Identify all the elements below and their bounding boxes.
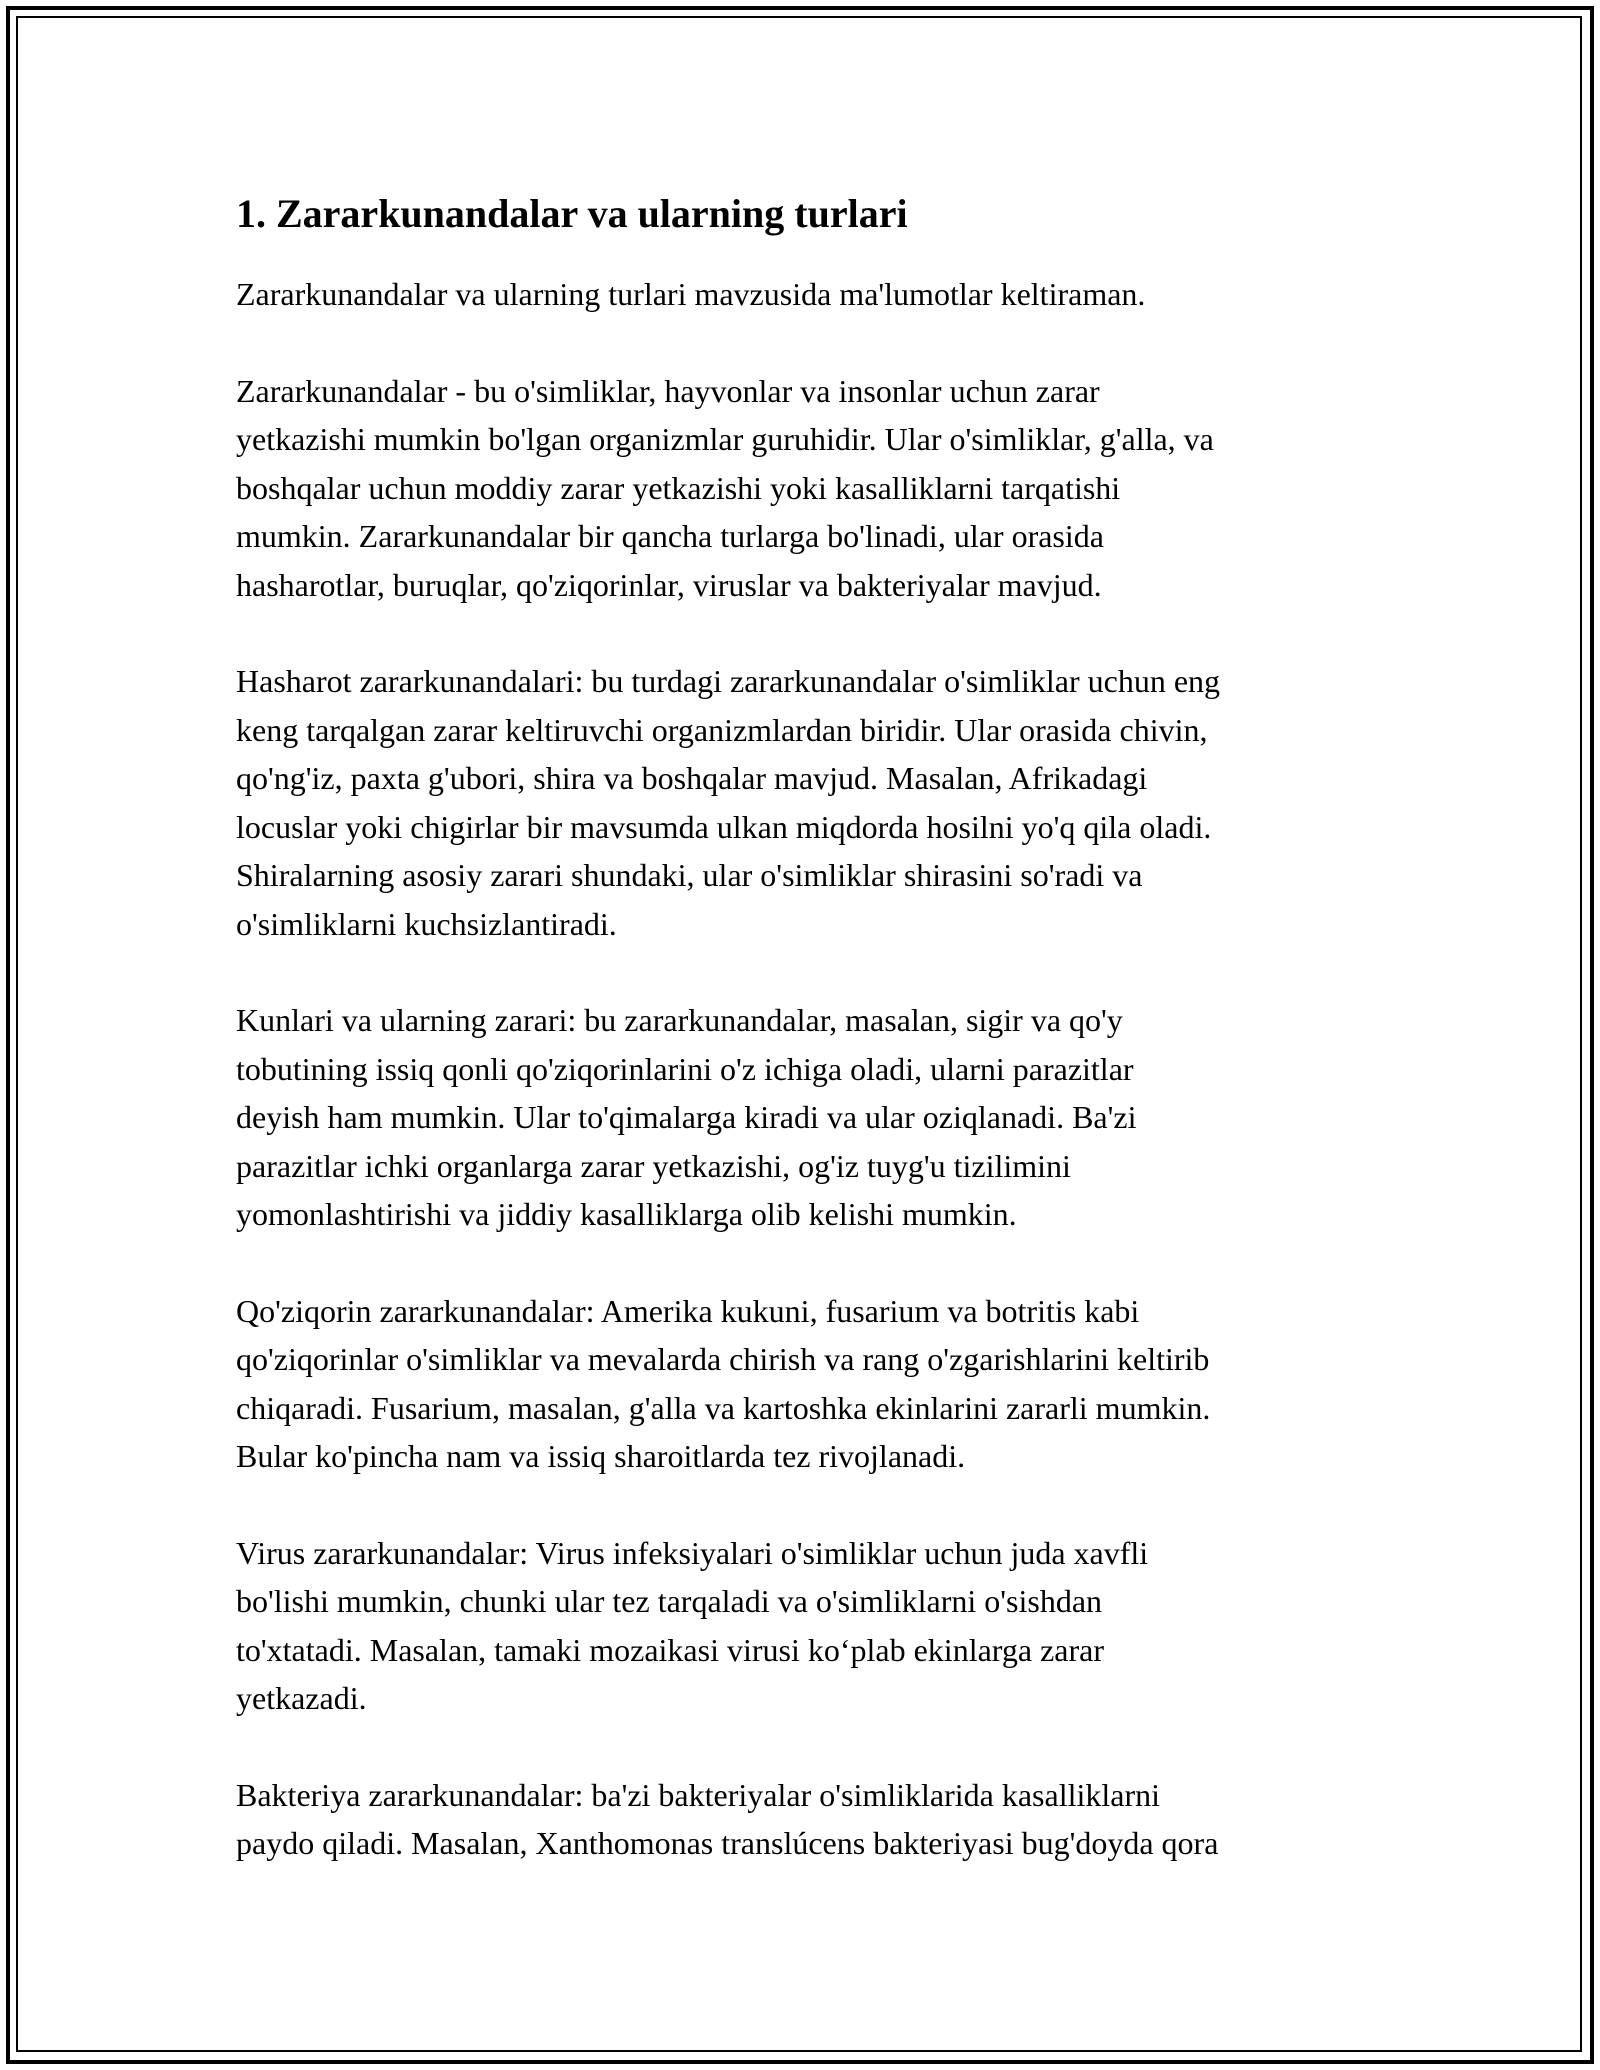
paragraph-line: Virus zararkunandalar: Virus infeksiyalari o'simliklar uchun juda xavfli [236,1534,1149,1571]
paragraph-line: Bular ko'pincha nam va issiq sharoitlarda tez rivojlanadi. [236,1438,966,1474]
paragraph-line: yetkazishi mumkin bo'lgan organizmlar guruhidir. Ular o'simliklar, g'alla, va [236,421,1214,457]
paragraph-line: Zararkunandalar va ularning turlari mavzusida ma'lumotlar keltiraman. [236,276,1146,312]
paragraph-line: qo'ziqorinlar o'simliklar va mevalarda chirish va rang o'zgarishlarini keltirib [236,1341,1210,1377]
paragraph-line: Qo'ziqorin zararkunandalar: Amerika kukuni, fusarium va botritis kabi [236,1292,1140,1329]
paragraph-line: Shiralarning asosiy zarari shundaki, ular o'simliklar shirasini so'radi va [236,857,1143,893]
paragraph-line: to'xtatadi. Masalan, tamaki mozaikasi virusi ko‘plab ekinlarga zarar [236,1631,1104,1668]
paragraph-line: Zararkunandalar - bu o'simliklar, hayvonlar va insonlar uchun zarar [236,372,1100,409]
document-body [236,186,1366,1916]
paragraph-line: yetkazadi. [236,1680,367,1716]
paragraph-line: tobutining issiq qonli qo'ziqorinlarini o'z ichiga oladi, ularni parazitlar [236,1050,1134,1087]
paragraph-line: keng tarqalgan zarar keltiruvchi organizmlardan biridir. Ular orasida chivin, [236,711,1208,748]
paragraph [236,996,1366,1239]
paragraph-line: locuslar yoki chigirlar bir mavsumda ulkan miqdorda hosilni yo'q qila oladi. [236,808,1212,845]
paragraph-line: o'simliklarni kuchsizlantiradi. [236,905,617,942]
paragraph [236,367,1366,610]
paragraph-line: paydo qiladi. Masalan, Xanthomonas translúcens bakteriyasi bug'doyda qora [236,1825,1219,1861]
paragraph-line: qo'ng'iz, paxta g'ubori, shira va boshqalar mavjud. Masalan, Afrikadagi [236,760,1148,796]
paragraph [236,1529,1366,1723]
section-heading: 1. Zararkunandalar va ularning turlari [236,191,908,236]
paragraph-line: bo'lishi mumkin, chunki ular tez tarqaladi va o'simliklarni o'sishdan [236,1583,1103,1619]
paragraph-list [236,270,1366,1868]
paragraph-line: deyish ham mumkin. Ular to'qimalarga kiradi va ular oziqlanadi. Ba'zi [236,1099,1137,1135]
paragraph [236,1771,1366,1868]
paragraph-line: Hasharot zararkunandalari: bu turdagi zararkunandalar o'simliklar uchun eng [236,663,1221,699]
paragraph-line: boshqalar uchun moddiy zarar yetkazishi yoki kasalliklarni tarqatishi [236,469,1121,506]
paragraph [236,1287,1366,1481]
paragraph-line: parazitlar ichki organlarga zarar yetkazishi, og'iz tuyg'u tizilimini [236,1147,1071,1184]
paragraph-line: hasharotlar, buruqlar, qo'ziqorinlar, viruslar va bakteriyalar mavjud. [236,566,1102,603]
paragraph-line: Kunlari va ularning zarari: bu zararkunandalar, masalan, sigir va qo'y [236,1002,1123,1038]
paragraph-line: chiqaradi. Fusarium, masalan, g'alla va kartoshka ekinlarini zararli mumkin. [236,1389,1211,1426]
paragraph-line: yomonlashtirishi va jiddiy kasalliklarga olib kelishi mumkin. [236,1196,1017,1232]
paragraph-line: Bakteriya zararkunandalar: ba'zi bakteriyalar o'simliklarida kasalliklarni [236,1776,1161,1813]
paragraph-line: mumkin. Zararkunandalar bir qancha turlarga bo'linadi, ular orasida [236,518,1104,554]
paragraph [236,270,1366,319]
paragraph [236,657,1366,948]
